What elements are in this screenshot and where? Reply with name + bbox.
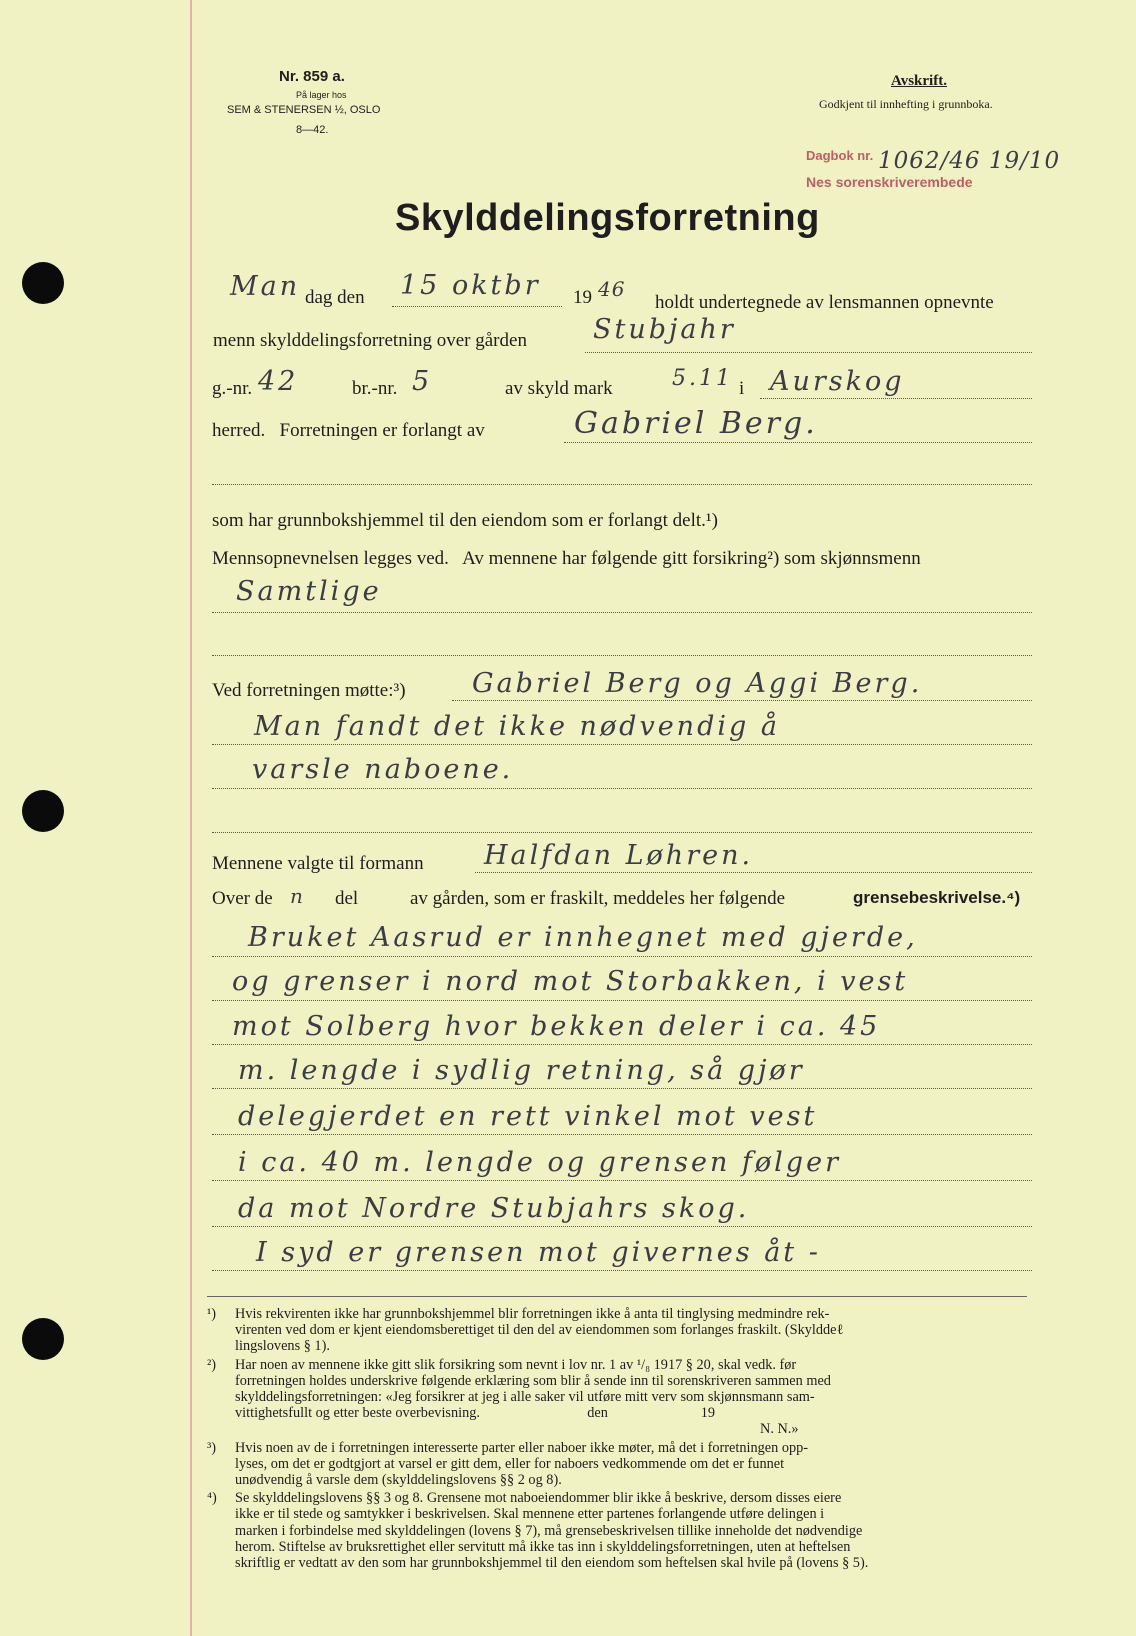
grense-rule-3 — [212, 1044, 1032, 1045]
brnr-label: br.-nr. — [352, 378, 398, 399]
grense-rule-6 — [212, 1180, 1032, 1181]
footnote-2-number: ²) — [207, 1356, 217, 1373]
stamp-dagbok: Dagbok nr. — [806, 148, 874, 163]
stamp-sorenskriver: Nes sorenskriverembede — [806, 174, 973, 190]
footnote-3-number: ³) — [207, 1439, 217, 1456]
hand-grense-line-5: delegjerdet en rett vinkel mot vest — [238, 1101, 818, 1132]
footnote-3-line: Hvis noen av de i forretningen interesserte parter eller naboer ikke møter, må det i forretningen opp- — [235, 1439, 809, 1456]
footnote-1-line: virenten ved dom er kjent eiendomsberettiget til den del av eiendommen som forlanges fraskilt. (Skylddeℓ — [235, 1322, 844, 1339]
hand-grense-line-4: m. lengde i sydlig retning, så gjør — [238, 1055, 805, 1086]
footnote-1 — [207, 1306, 1031, 1355]
red-margin-line — [190, 0, 192, 1636]
grense-rule-8 — [212, 1270, 1032, 1271]
hand-grense-line-3: mot Solberg hvor bekken deler i ca. 45 — [232, 1011, 881, 1042]
hand-day-prefix: Man — [230, 271, 301, 302]
blank-line-1 — [212, 484, 1032, 485]
i-label: i — [739, 378, 745, 399]
footnote-2-line: forretningen holdes underskrive følgende erklæring som blir å sende inn til sorenskriveren sammen med — [235, 1372, 831, 1389]
mote-line-1 — [452, 700, 1032, 701]
punch-hole-bottom — [22, 1318, 64, 1360]
hand-formann: Halfdan Løhren. — [484, 840, 754, 871]
footnote-2-line: skylddelingsforretningen: «Jeg forsikrer at jeg i alle saker vil utføre mitt verv som skjønnsmann sam- — [235, 1389, 815, 1406]
footnote-4-number: ⁴) — [207, 1490, 217, 1507]
gaarden-label: av gården, som er fraskilt, meddeles her følgende — [410, 888, 786, 909]
hand-mote-1: Gabriel Berg og Aggi Berg. — [472, 668, 923, 699]
hand-mote-2: Man fandt det ikke nødvendig å — [254, 711, 780, 742]
footnote-2 — [207, 1357, 1031, 1438]
hand-herred: Aurskog — [770, 366, 905, 397]
farm-line — [585, 352, 1032, 353]
samtlige-line — [212, 612, 1032, 613]
blank-line-2 — [212, 655, 1032, 656]
punch-hole-top — [22, 262, 64, 304]
document-title: Skylddelingsforretning — [395, 197, 820, 239]
footnote-4 — [207, 1490, 1031, 1571]
blank-line-3 — [212, 832, 1032, 833]
mennsopp-line: Mennsopnevnelsen legges ved. Av mennene har følgende gitt forsikring²) som skjønnsmenn — [212, 548, 921, 569]
footnote-3-line: unødvendig å varsle dem (skylddelingslovens §§ 2 og 8). — [235, 1472, 562, 1489]
mote-line-2 — [212, 744, 1032, 745]
hand-requester: Gabriel Berg. — [574, 406, 818, 441]
grense-rule-7 — [212, 1226, 1032, 1227]
hand-farm: Stubjahr — [593, 314, 736, 345]
dag-den-label: dag den — [305, 287, 365, 308]
footnote-4-line: Se skylddelingslovens §§ 3 og 8. Grensene mot naboeiendommer blir ikke å beskrive, dersom disses eiere — [235, 1490, 842, 1507]
hand-brnr: 5 — [412, 366, 433, 397]
grense-rule-5 — [212, 1134, 1032, 1135]
footnote-3 — [207, 1440, 1031, 1489]
footnote-4-line: marken i forbindelse med skylddelingen (lovens § 7), må grensebeskrivelsen tillike inneholde det nødvendige — [235, 1522, 863, 1539]
requester-line — [564, 442, 1032, 443]
skyld-label: av skyld mark — [505, 378, 613, 399]
menn-label: menn skylddelingsforretning over gården — [213, 330, 527, 351]
hand-year: 46 — [598, 277, 626, 301]
publisher-line-2: SEM & STENERSEN ½, OSLO — [227, 104, 381, 116]
herred-label: herred. Forretningen er forlangt av — [212, 420, 485, 441]
punch-hole-middle — [22, 790, 64, 832]
hand-grense-line-6: i ca. 40 m. lengde og grensen følger — [238, 1147, 841, 1178]
avskrift-label: Avskrift. — [891, 73, 947, 89]
hand-grense-line-2: og grenser i nord mot Storbakken, i vest — [232, 966, 909, 997]
footnote-divider — [207, 1296, 1027, 1297]
grense-rule-1 — [212, 956, 1032, 957]
mote-label: Ved forretningen møtte:³) — [212, 680, 406, 701]
mote-line-3 — [212, 788, 1032, 789]
godkjent-label: Godkjent til innhefting i grunnboka. — [819, 97, 993, 111]
footnote-2-signature: N. N.» — [760, 1421, 799, 1438]
herred-line — [760, 398, 1032, 399]
footnote-3-line: lyses, om det er godtgjort at varsel er gitt dem, eller for naboers vedkommende om det er funnet — [235, 1455, 785, 1472]
form-number: Nr. 859 a. — [279, 68, 345, 85]
hand-grense-line-1: Bruket Aasrud er innhegnet med gjerde, — [248, 922, 918, 953]
grunnbok-line: som har grunnbokshjemmel til den eiendom som er forlangt delt.¹) — [212, 510, 718, 531]
hand-skyld: 5.11 — [672, 366, 733, 391]
year-prefix: 19 — [573, 287, 592, 308]
formann-label: Mennene valgte til formann — [212, 853, 424, 874]
footnotes — [207, 1306, 1031, 1573]
publisher-line-1: På lager hos — [296, 90, 347, 100]
footnote-1-line: Hvis rekvirenten ikke har grunnbokshjemmel blir forretningen ikke å anta til tinglysing medmindre rek- — [235, 1306, 830, 1322]
footnote-2-line: Har noen av mennene ikke gitt slik forsikring som nevnt i lov nr. 1 av ¹/₈ 1917 § 20, skal vedk. før — [235, 1356, 797, 1373]
footnote-2-line: vittighetsfullt og etter beste overbevisning. den 19 — [235, 1405, 716, 1422]
gnr-label: g.-nr. — [212, 378, 253, 399]
hand-samtlige: Samtlige — [236, 576, 382, 607]
hand-gnr: 42 — [258, 366, 299, 397]
holdt-label: holdt undertegnede av lensmannen opnevnte — [655, 292, 994, 313]
grense-rule-4 — [212, 1088, 1032, 1089]
grense-label: grensebeskrivelse.⁴) — [853, 888, 1021, 907]
stamp-handwritten-number: 1062/46 19/10 — [878, 148, 1061, 174]
footnote-4-line: ikke er til stede og samtykker i beskrivelsen. Skal mennene etter partenes forlangende utføre delingen i — [235, 1506, 825, 1523]
hand-grense-line-7: da mot Nordre Stubjahrs skog. — [238, 1193, 750, 1224]
hand-mote-3: varsle naboene. — [252, 754, 514, 785]
hand-over-suffix: n — [290, 884, 306, 908]
footnote-1-number: ¹) — [207, 1306, 217, 1322]
date-line — [392, 306, 562, 307]
publisher-line-3: 8—42. — [296, 124, 329, 136]
hand-grense-line-8: I syd er grensen mot givernes åt - — [256, 1237, 821, 1268]
footnote-1-line: lingslovens § 1). — [235, 1338, 330, 1355]
over-label: Over de — [212, 888, 273, 909]
footnote-4-line: skriftlig er vedtatt av den som har grunnbokshjemmel til den eiendom som heftelsen skal hvile på (lovens § 5). — [235, 1555, 869, 1572]
formann-line — [475, 872, 1032, 873]
del-label: del — [335, 888, 359, 909]
hand-date: 15 oktbr — [400, 270, 541, 301]
grense-rule-2 — [212, 1000, 1032, 1001]
footnote-4-line: herom. Stiftelse av bruksrettighet eller servitutt må ikke tas inn i skylddelingsforretningen, uten at heftelsen — [235, 1538, 851, 1555]
